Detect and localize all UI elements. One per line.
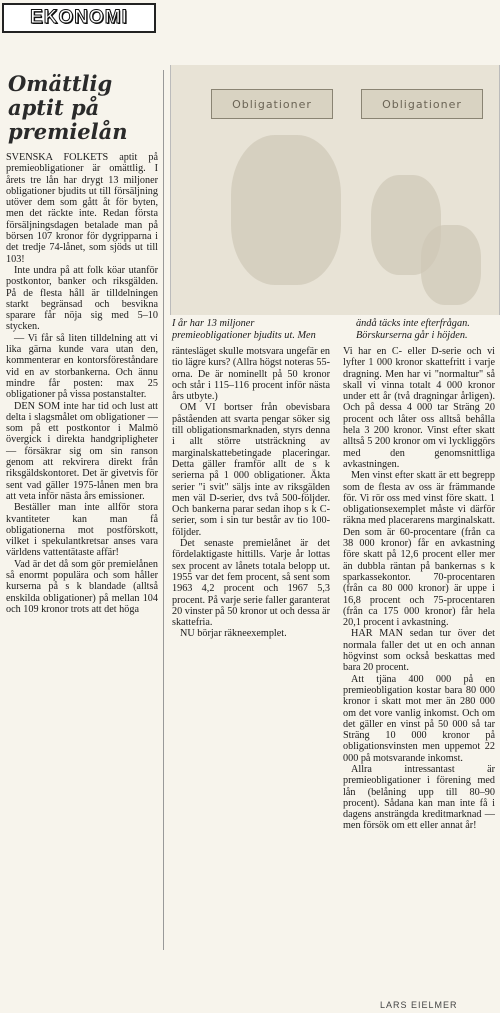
paragraph: Det senaste premielånet är det fördelaktigaste hittills. Varje år lottas sex procent av lånets totala belopp ut. 1955 var det fem procent, så sent som 1963 4,2 procent och 1967 5,3 procent. På varje serie faller garanterat 20 vinster på 50 kronor ut och dessa är skattefria.: [172, 538, 330, 629]
photo-board-left: Obligationer: [211, 89, 333, 119]
paragraph: Vad är det då som gör premielånen så enormt populära och som håller kurserna på s k blandade (alltså enskilda obligationer) på mellan 104 och 109 kronor trots att det höga: [6, 558, 158, 615]
article-column-2: [172, 346, 330, 640]
photo-figure: [231, 135, 341, 285]
photo-caption-left: I år har 13 miljoner premieobligationer bjudits ut. Men: [172, 318, 316, 341]
paragraph: Men vinst efter skatt är ett begrepp som de flesta av oss är främmande för. Vi rör oss med vinst före skatt. 1 obligationsexemplet måste vi därför räkna med placerarens marginalskatt. Den som är 60-procentare (från ca 38 000 kronor) får en avkastning före skatt på 12,6 procent eller mer än dubbla räntan på bankernas s k sparkassekontor. 70-procentaren (från ca 80 000 kronor) är uppe i 16,8 procent och 75-procentaren (från ca 175 000 kronor) får hela 20,1 procent i avkastning.: [343, 470, 495, 629]
paragraph: HAR MAN sedan tur över det normala faller det ut en och annan högvinst som också beskattas med bara 20 procent.: [343, 628, 495, 674]
article-column-3: [343, 346, 495, 832]
photo-board-right: Obligationer: [361, 89, 483, 119]
section-label: EKONOMI: [2, 3, 156, 33]
paragraph: Inte undra på att folk köar utanför postkontor, banker och riksgälden. På de flesta håll är tilldelningen starkt begränsad och besvikna spararе får nöja sig med 5–10 stycken.: [6, 264, 158, 333]
byline: LARS EIELMER: [380, 1000, 458, 1010]
paragraph: Beställer man inte allför stora kvantiteter kan man få obligationerna mot postförskott, vilket i spekulantkretsar anses vara världens vattentätaste affär!: [6, 502, 158, 559]
photo-caption-right: ändå täcks inte efterfrågan. Börskurserna går i höjden.: [356, 318, 470, 341]
paragraph: OM VI bortser från obevisbara påståenden att svarta pengar söker sig till obligationsmarknaden, styrs denna i allt större utsträckning av marginalskattebetingade placeringar. Detta gäller framför allt de s k serierna på 1 000 obligationer. Äkta serier "i svit" säljs inte av riksgälden men väl D-serier, dvs två 500-följder. Och bankerna parar sedan ihop s k C-serier, som i sin tur består av tio 100-följder.: [172, 402, 330, 538]
paragraph: NU börjar räkneexemplet.: [180, 628, 287, 640]
paragraph: Vi har en C- eller D-serie och vi lyfter 1 000 kronor skattefritt i varje dragning. Men har vi "normaltur" så skall vi vinna totalt 4 000 kronor under ett år (två dragningar årligen). Och på dessa 4 000 tar Sträng 20 procent och låter oss alltså behålla hela 3 200 kronor. Vinst efter skatt alltså 5 200 kronor om vi lyckliggörs med den genomsnittliga avkastningen.: [343, 346, 495, 470]
paragraph: — Vi får så liten tilldelning att vi lika gärna kunde vara utan den, kommenterar en kontorsföreståndare vid en av storbankerna. Och ännu mindre får posten: max 25 obligationer på vissa postanstalter.: [6, 332, 158, 401]
photo-figure: [421, 225, 481, 305]
paragraph: SVENSKA FOLKETS aptit på premieobligationer är omättlig. I årets tre lån har drygt 13 miljoner obligationer bjudits ut till försäljning utöver dem som gått åt för byten, men det räckte inte. Redan första försäljningsdagen betalade man på börsen 107 kronor för dygripparna i det tredje 74-lånet, som sjöds ut till 103!: [6, 152, 158, 265]
paragraph: DEN SOM inte har tid och lust att delta i slagsmålet om obligationer — som på ett postkontor i Malmö övergick i direkta handgripligheter — försäkrar sig om sin ranson genom att rekvirera direkt från riksgäldskontoret. Det är givetvis för sent vad gäller 1975-lånen men bra att veta inför nästa års emissioner.: [6, 400, 158, 502]
paragraph: Allra intressantast är premieobligationer i förening med lån (belåning upp till 80–90 procent). Sådana kan man inte få i dagens ansträngda kreditmarknad — men försök om ett eller annat år!: [343, 763, 495, 832]
article-photo: [170, 65, 500, 315]
article-column-1: [6, 152, 158, 615]
article-headline: Omättlig aptit på premielån: [8, 71, 128, 144]
paragraph: räntesläget skulle motsvara ungefär en tio lägre kurs? (Allra högst noteras 55-orna. De är nominellt på 50 kronor och står i 115–116 procent inför nästa års utbyte.): [172, 346, 330, 403]
paragraph: Att tjäna 400 000 på en premieobligation kostar bara 80 000 kronor i skatt mot mer än 280 000 om det vore vanlig inkomst. Och om det gäller en vinst på 50 000 så tar Sträng 10 000 kronor på obligationsvinsten men uppemot 22 000 på motsvarande inkomst.: [343, 673, 495, 764]
column-divider: [163, 70, 164, 950]
